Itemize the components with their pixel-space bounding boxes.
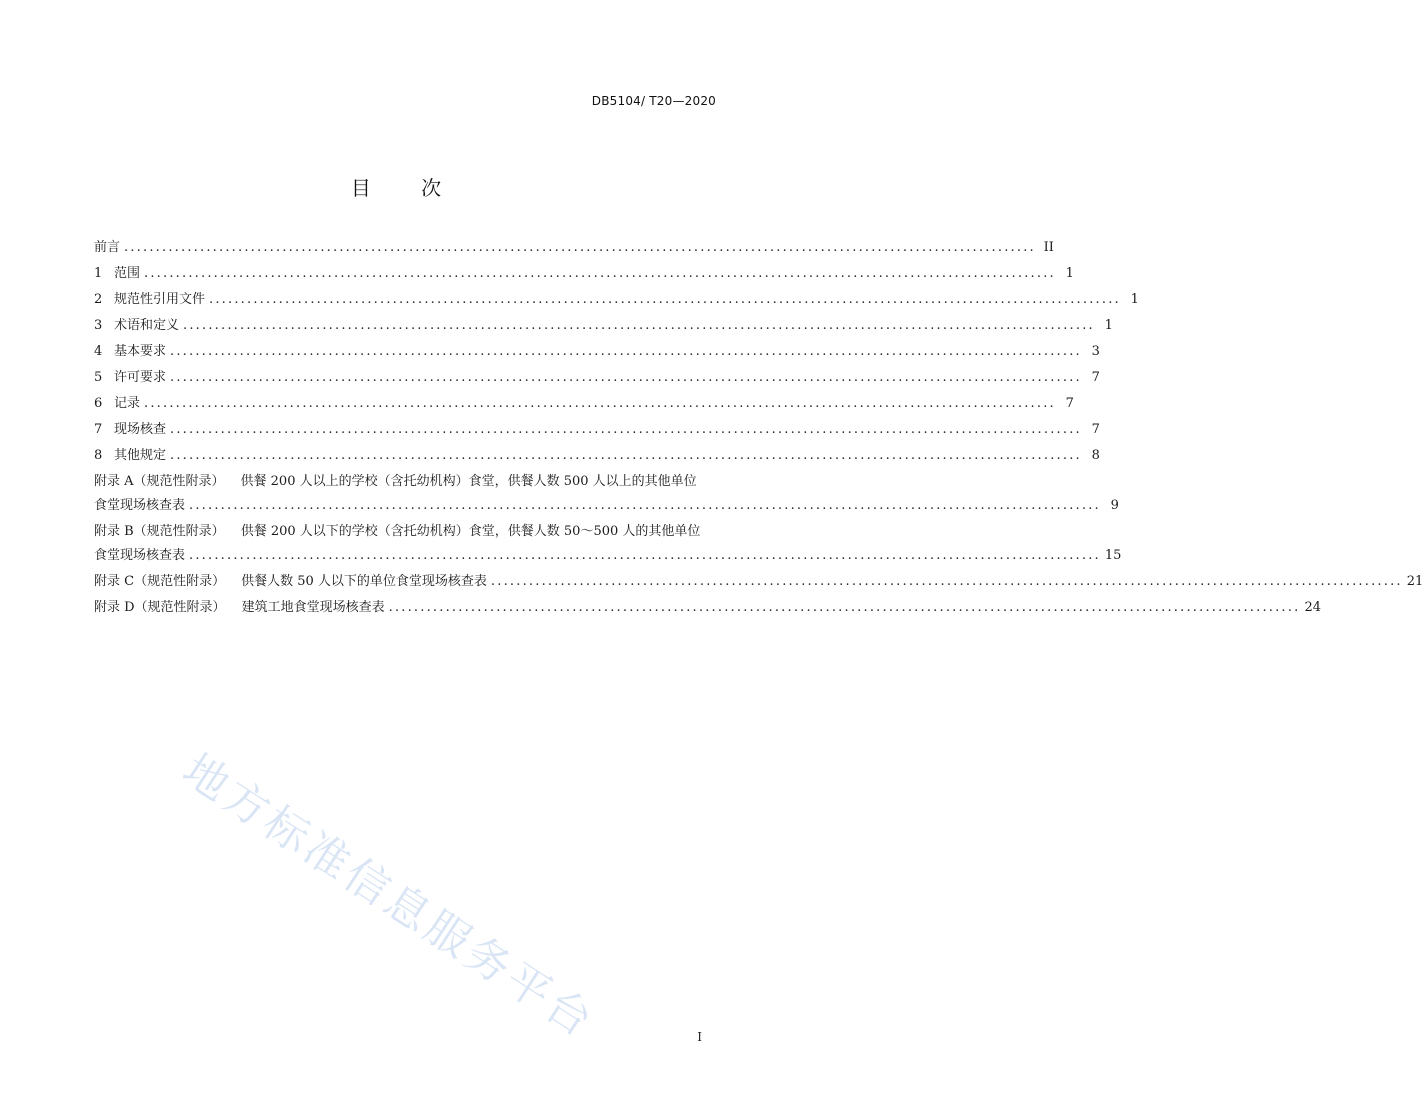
toc-entry-page: 24 — [1304, 600, 1321, 615]
toc-entry-onsite-inspection[interactable] — [94, 418, 1100, 442]
appendix-title-line2: 食堂现场核查表 — [94, 548, 186, 563]
dot-leader: ................................................................................................................................................ — [170, 344, 1082, 359]
toc-appendix-a[interactable] — [94, 470, 1119, 518]
toc-entry-page: 21 — [1406, 574, 1423, 589]
toc-title: 目 次 — [350, 176, 464, 200]
toc-entry-page: 9 — [1110, 498, 1119, 513]
appendix-title: 建筑工地食堂现场核查表 — [241, 600, 385, 615]
toc-entry-page: 1 — [1065, 266, 1074, 281]
toc-entry-page: 7 — [1065, 396, 1074, 411]
watermark: 地方标准信息服务平台 — [173, 744, 604, 1049]
toc-entry-terms-definitions[interactable] — [94, 314, 1113, 338]
toc-appendix-c[interactable] — [94, 570, 1423, 594]
appendix-title-line2: 食堂现场核查表 — [94, 498, 186, 513]
toc-entry-license-requirements[interactable] — [94, 366, 1100, 390]
toc-entry-normative-references[interactable] — [94, 288, 1139, 312]
dot-leader: ................................................................................................................................................ — [144, 266, 1056, 281]
toc-entry-label: 术语和定义 — [114, 318, 180, 333]
dot-leader: ................................................................................................................................................ — [189, 498, 1101, 513]
dot-leader: ................................................................................................................................................ — [183, 318, 1095, 333]
toc-entry-label: 现场核查 — [114, 422, 167, 437]
toc-entry-number: 6 — [94, 396, 103, 411]
toc-entry-page: 15 — [1104, 548, 1122, 563]
dot-leader: ................................................................................................................................................ — [170, 422, 1082, 437]
toc-entry-number: 1 — [94, 266, 103, 281]
toc-entry-label: 基本要求 — [114, 344, 167, 359]
toc-entry-number: 7 — [94, 422, 103, 437]
toc-entry-page: 1 — [1130, 292, 1139, 307]
document-code: DB5104/ T20—2020 — [591, 94, 716, 108]
toc-entry-page: 7 — [1091, 370, 1100, 385]
toc-entry-number: 3 — [94, 318, 103, 333]
toc-entry-other-provisions[interactable] — [94, 444, 1100, 468]
dot-leader: ................................................................................................................................................ — [170, 370, 1082, 385]
dot-leader: ................................................................................................................................................ — [209, 292, 1121, 307]
dot-leader: ................................................................................................................................................ — [144, 396, 1056, 411]
appendix-prefix: 附录 A（规范性附录） — [94, 474, 225, 489]
toc-entry-number: 8 — [94, 448, 103, 463]
appendix-prefix: 附录 D（规范性附录） — [94, 600, 226, 615]
toc-entry-basic-requirements[interactable] — [94, 340, 1100, 364]
toc-entry-page: 1 — [1104, 318, 1113, 333]
dot-leader: ................................................................................................................................................ — [170, 448, 1082, 463]
toc-entry-page: 7 — [1091, 422, 1100, 437]
toc-entry-label: 规范性引用文件 — [114, 292, 206, 307]
toc-entry-label: 许可要求 — [114, 370, 167, 385]
toc-entry-number: 5 — [94, 370, 103, 385]
toc-entry-number: 4 — [94, 344, 103, 359]
dot-leader: ................................................................................................................................................ — [189, 548, 1101, 563]
toc-appendix-b[interactable] — [94, 520, 1122, 568]
toc-entry-label: 记录 — [114, 396, 141, 411]
toc-entry-scope[interactable] — [94, 262, 1074, 286]
toc-entry-page: 8 — [1091, 448, 1100, 463]
page-number: I — [697, 1030, 702, 1044]
toc-appendix-d[interactable] — [94, 596, 1321, 620]
toc-entry-number: 2 — [94, 292, 103, 307]
toc-entry-records[interactable] — [94, 392, 1074, 416]
dot-leader: ................................................................................................................................................ — [490, 574, 1403, 589]
toc-entry-foreword[interactable] — [94, 236, 1054, 260]
appendix-title: 供餐人数 50 人以下的单位食堂现场核查表 — [241, 574, 487, 589]
dot-leader: ................................................................................................................................................ — [388, 600, 1301, 615]
toc-entry-label: 其他规定 — [114, 448, 167, 463]
toc-entry-page: 3 — [1091, 344, 1100, 359]
toc-entry-label: 范围 — [114, 266, 141, 281]
table-of-contents — [94, 236, 1423, 622]
dot-leader: ................................................................................................................................................ — [124, 240, 1036, 255]
toc-entry-label: 前言 — [94, 240, 121, 255]
appendix-prefix: 附录 B（规范性附录） — [94, 524, 225, 539]
appendix-title-line1: 供餐 200 人以下的学校（含托幼机构）食堂，供餐人数 50～500 人的其他单位 — [240, 524, 701, 539]
toc-entry-page: II — [1043, 240, 1054, 255]
appendix-prefix: 附录 C（规范性附录） — [94, 574, 226, 589]
appendix-title-line1: 供餐 200 人以上的学校（含托幼机构）食堂，供餐人数 500 人以上的其他单位 — [240, 474, 697, 489]
